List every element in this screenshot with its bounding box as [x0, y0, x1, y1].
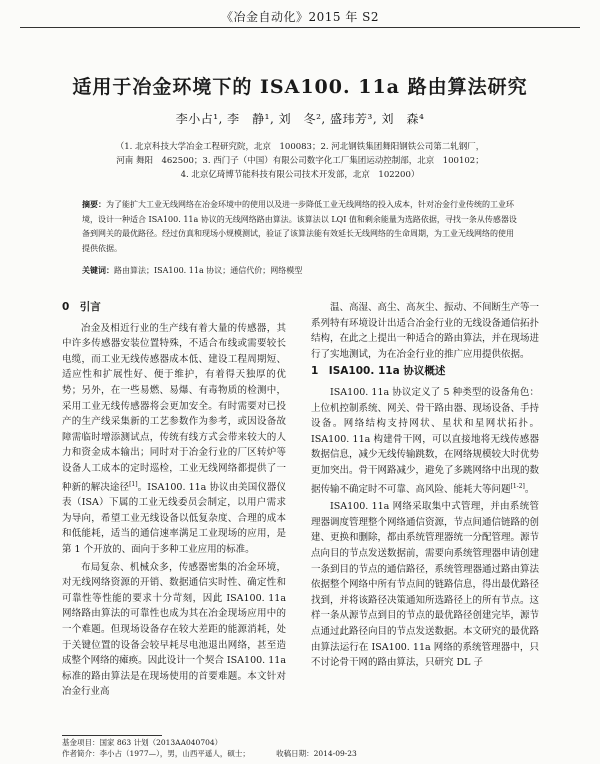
keywords	[82, 265, 518, 276]
paragraph-text: ISA100. 11a 协议定义了 5 种类型的设备角色：上位机控制系统、网关、骨干路由器、现场设备、手持设备。网络结构支持网状、星状和星网状拓扑。ISA100. 11a 构建骨干网，可以直接地将无线传感器数据信息，减少无线传输跳数，在网络规模较大时优势更加突出。骨干网路减少，避免了多跳网络中出现的数据传输不确定时不可靠、高风险、能耗大等问题	[311, 386, 540, 495]
affiliations	[65, 140, 535, 182]
paragraph	[311, 385, 539, 497]
affiliation-line: （1. 北京科技大学冶金工程研究院，北京 100083；2. 河北钢铁集团舞阳钢铁公司第二轧钢厂，	[115, 142, 485, 152]
paragraph: 布局复杂、机械众多，传感器密集的冶金环境，对无线网络资源的开销、数据通信实时性、确定性和可靠性等性能的要求十分苛刻，因此 ISA100. 11a 网络路由算法的可靠性也成为其在冶金现场应用中的一个难题。但现场设备存在较大差距的能源消耗，处于关键位置的设备会较早耗尽电池退出网络，甚至造成整个网络的瘫痪。因此设计一个契合 ISA100. 11a 标准的路由算法是在现场使用的首要难题。本文针对冶金行业高	[62, 561, 286, 698]
paper-title: 适用于冶金环境下的 ISA100. 11a 路由算法研究	[72, 76, 528, 98]
paragraph: ISA100. 11a 网络采取集中式管理，并由系统管理器调度管理整个网络通信资源，节点间通信链路的创建、更换和删除，都由系统管理器统一分配管理。源节点向目的节点发送数据前，需要向系统管理器申请创建一条到目的节点的通信路径，系统管理器通过路由算法依据整个网络中所有节点间的链路信息，得出最优路径找到，并将该路径决策通知所选路径上的所有节点。这样一条从源节点到目的节点的最优路径创建完毕，源节点通过此路径向目的节点发送数据。本文研究的最优路由算法运行在 ISA100. 11a 网络的系统管理器中，只不讨论骨干网的路由算法，只研究 DL 子	[311, 501, 540, 669]
paragraph-text: 。ISA100. 11a 协议由美国仪器仪表（ISA）下属的工业无线委员会制定，以用户需求为导向，希望工业无线设备以低复杂度、合理的成本和低能耗，适当的通信速率满足工业现场的应用，是第 1 个开放的、面向于多种工业应用的标准。	[62, 481, 286, 556]
section-heading-protocol-overview: 1 ISA100. 11a 协议概述	[311, 365, 446, 378]
affiliation-line: 4. 北京亿琦博节能科技有限公司技术开发部，北京 102200）	[180, 170, 420, 180]
footnote-funding: 基金项目：国家 863 计划（2013AA040704）	[62, 738, 223, 747]
journal-header: 《冶金自动化》2015 年 S2	[220, 10, 380, 24]
right-column	[311, 300, 539, 673]
abstract-text: 为了能扩大工业无线网络在冶金环境中的使用以及进一步降低工业无线网络的投入成本，针对冶金行业传统的工业环境，设计一种适合 ISA100. 11a 协议的无线网络路由算法。该算法以 LQI 值和剩余能量为选路依据，寻找一条从传感器设备到网关的最优路径。经过仿真和现场小规模测试，验证了该算法能有效延长无线网络的生命周期，为工业无线网络的使用提供依据。	[82, 200, 517, 253]
keywords-label: 关键词：	[82, 265, 114, 275]
affiliation-line: 河南 舞阳 462500；3. 西门子（中国）有限公司数字化工厂集团运动控制部，北京 100102；	[116, 156, 484, 166]
abstract	[82, 197, 518, 256]
paragraph: 温、高湿、高尘、高灰尘、振动、不间断生产等一系列特有环境设计出适合冶金行业的无线设备通信拓扑结构，在此之上提出一种适合的路由算法，并在现场进行了实地测试，为在冶金行业的推广应用提供依据。	[311, 302, 540, 360]
left-column	[62, 300, 286, 702]
paragraph-text: 冶金及相近行业的生产线有着大量的传感器，其中许多传感器安装位置特殊，不适合布线或需要较长电缆，而工业无线传感器成本低、建设工程周期短、适应性和扩展性好、便于维护，有着得天独厚的优势；另外，在一些易燃、易爆、有毒物质的检测中，采用工业无线传感器将会更加安全。有时需要对已投产的生产线采集新的工艺参数作为参考，或因设备故障需临时增添测试点，传统有线方式会带来较大的人力和资金成本输出；同时对于冶金行业的厂区转炉等设备人工成本的定时巡检，工业无线网络都提供了一种新的解决途径	[62, 322, 286, 493]
footnote-author: 作者简介：李小占（1977—），男，山西平遥人，硕士； 收稿日期：2014-09-23	[62, 749, 357, 758]
citation[interactable]: [1-2]	[510, 482, 525, 490]
header-rule	[20, 27, 580, 28]
footnotes	[62, 737, 538, 759]
footnote-rule	[62, 735, 162, 736]
abstract-label: 摘要：	[82, 199, 106, 209]
paragraph	[62, 321, 286, 558]
author-list: 李小占¹, 李 静¹, 刘 冬², 盛玮芳³, 刘 森⁴	[175, 112, 425, 126]
citation[interactable]: [1]	[129, 480, 138, 488]
keywords-text: 路由算法；ISA100. 11a 协议；通信代价；网络模型	[114, 266, 303, 275]
paragraph-text: 。	[524, 483, 535, 495]
section-heading-introduction: 0 引言	[62, 301, 101, 313]
